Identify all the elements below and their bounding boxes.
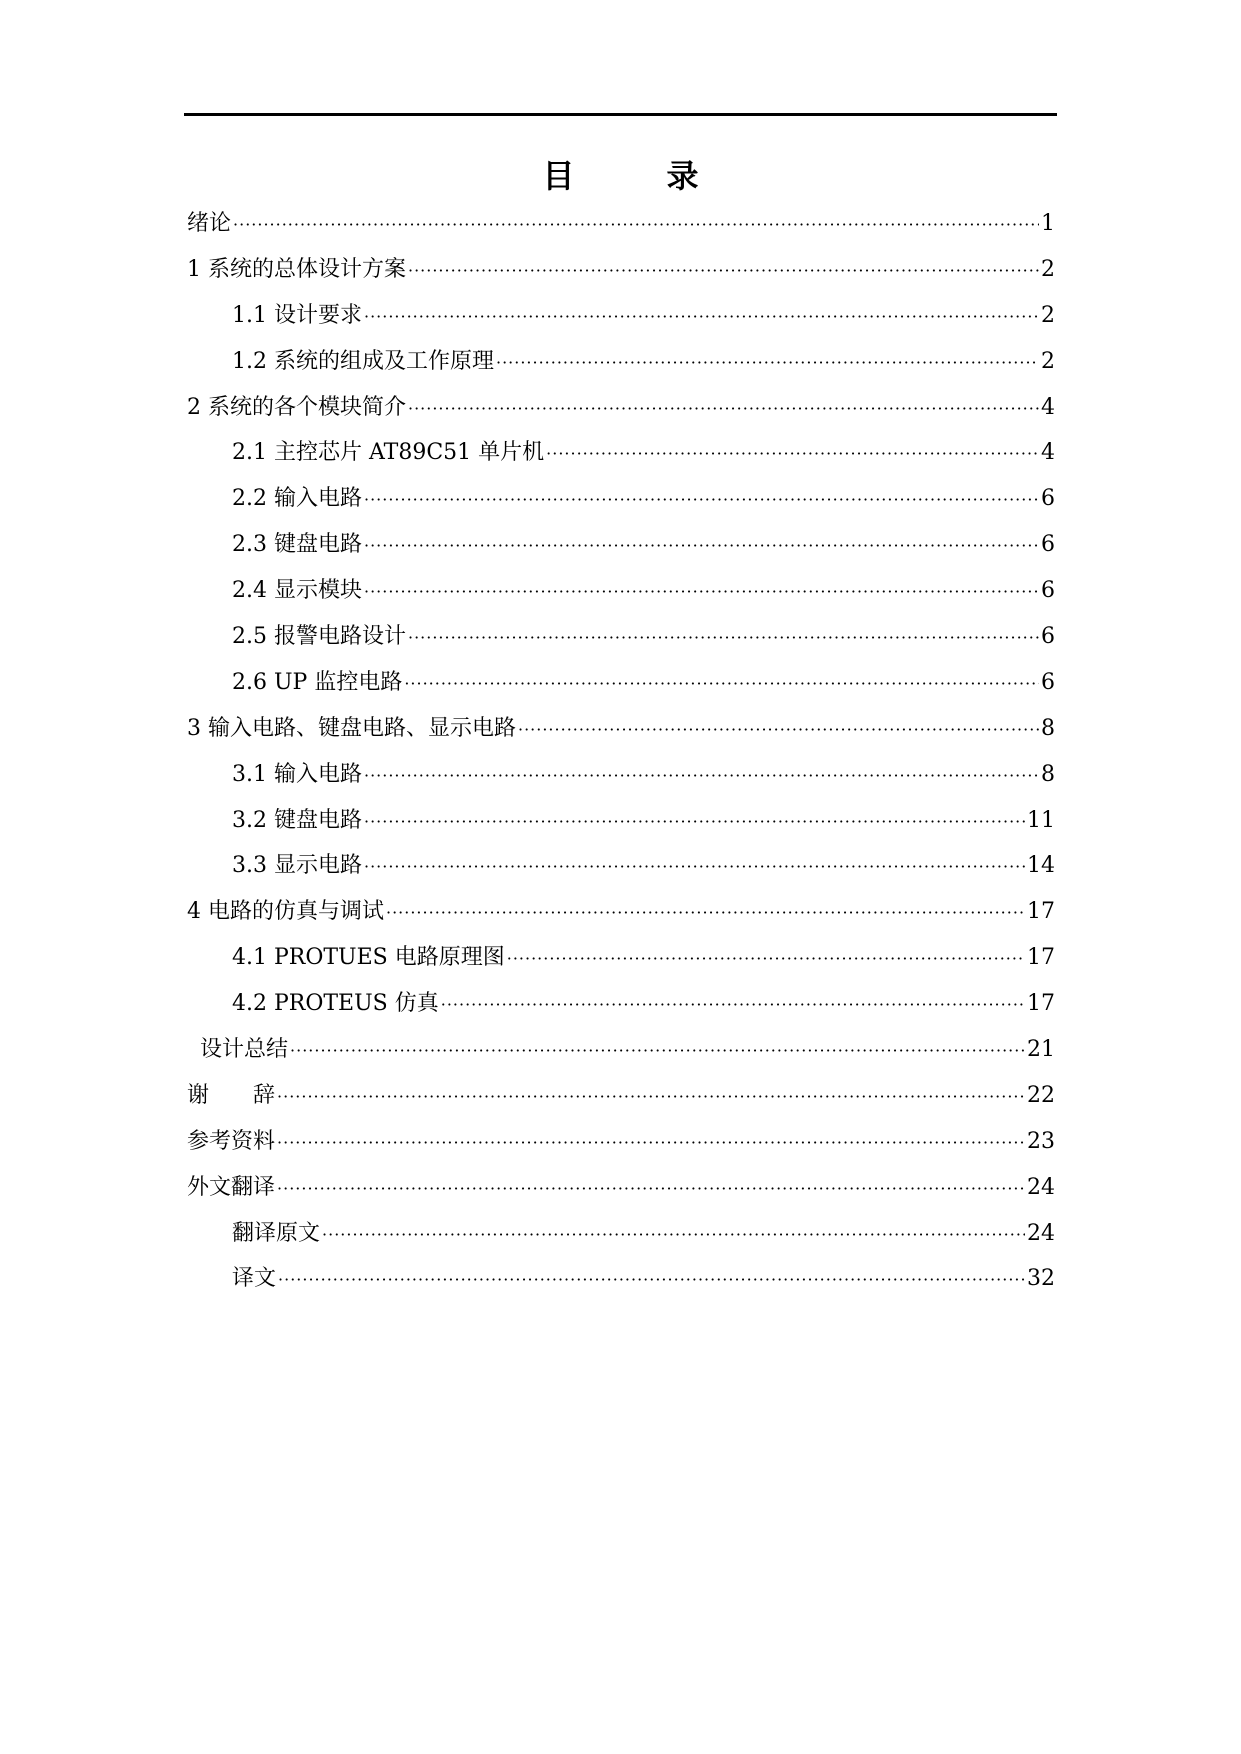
toc-leader-dots (278, 1257, 1025, 1303)
toc-entry[interactable] (187, 476, 1055, 522)
toc-entry-label: 2.3 键盘电路 (232, 532, 362, 558)
toc-entry-label: 外文翻译 (187, 1174, 276, 1200)
toc-leader-dots (518, 707, 1039, 753)
toc-entry-page: 22 (1027, 1082, 1055, 1108)
toc-entry[interactable] (187, 614, 1055, 660)
toc-entry-page: 6 (1041, 669, 1055, 695)
toc-leader-dots (408, 615, 1039, 661)
toc-entry-page: 11 (1027, 807, 1055, 833)
toc-entry[interactable] (187, 935, 1055, 981)
toc-entry-page: 17 (1027, 991, 1055, 1017)
toc-entry[interactable] (187, 568, 1055, 614)
toc-entry[interactable] (187, 752, 1055, 798)
toc-entry-page: 4 (1041, 440, 1055, 466)
header-rule (184, 113, 1057, 116)
toc-entry-page: 1 (1041, 211, 1055, 236)
toc-entry-label: 4.2 PROTEUS 仿真 (232, 991, 439, 1017)
toc-leader-dots (496, 340, 1039, 386)
toc-entry-page: 6 (1041, 624, 1055, 650)
toc-entry-page: 2 (1041, 348, 1055, 374)
toc-leader-dots (364, 569, 1039, 615)
toc-leader-dots (277, 1074, 1025, 1120)
toc-entry[interactable] (187, 843, 1055, 889)
toc-leader-dots (322, 1212, 1025, 1258)
toc-entry-page: 24 (1027, 1174, 1055, 1200)
toc-entry[interactable] (187, 339, 1055, 385)
toc-entry-label: 2.2 输入电路 (232, 486, 362, 512)
toc-entry[interactable] (187, 981, 1055, 1027)
toc-leader-dots (364, 844, 1025, 890)
toc-entry-label: 2.5 报警电路设计 (232, 624, 406, 650)
toc-leader-dots (277, 1166, 1025, 1212)
toc-leader-dots (277, 1120, 1025, 1166)
toc-entry[interactable] (187, 522, 1055, 568)
toc-entry-page: 6 (1041, 532, 1055, 558)
toc-entry-label: 3.1 输入电路 (232, 761, 362, 787)
toc-entry-label: 2.4 显示模块 (232, 578, 362, 604)
toc-entry-page: 8 (1041, 761, 1055, 787)
toc-leader-dots (364, 523, 1039, 569)
toc-entry-label: 1 系统的总体设计方案 (187, 256, 406, 282)
toc-leader-dots (233, 202, 1039, 248)
toc-entry-label: 3 输入电路、键盘电路、显示电路 (187, 715, 516, 741)
toc-entry-page: 6 (1041, 486, 1055, 512)
toc-entry[interactable] (187, 430, 1055, 476)
toc-entry[interactable] (187, 1119, 1055, 1165)
toc-entry[interactable] (187, 1073, 1055, 1119)
toc-leader-dots (364, 799, 1025, 845)
toc-leader-dots (408, 248, 1039, 294)
toc-entry-page: 17 (1027, 899, 1055, 925)
toc-entry[interactable] (187, 889, 1055, 935)
toc-leader-dots (507, 936, 1025, 982)
toc-leader-dots (364, 753, 1039, 799)
toc-leader-dots (364, 294, 1039, 340)
toc-entry-page: 8 (1041, 715, 1055, 741)
toc-entry-page: 14 (1027, 853, 1055, 879)
toc-entry[interactable] (187, 1256, 1055, 1302)
toc-entry-label: 谢 辞 (187, 1082, 276, 1108)
toc-leader-dots (408, 386, 1039, 432)
toc-leader-dots (364, 477, 1039, 523)
toc-entry-page: 32 (1027, 1266, 1055, 1292)
toc-entry-label: 2.1 主控芯片 AT89C51 单片机 (232, 440, 545, 466)
toc-entry-label: 参考资料 (187, 1128, 276, 1154)
toc-leader-dots (404, 661, 1039, 707)
toc-entry[interactable] (187, 660, 1055, 706)
toc-entry[interactable] (187, 293, 1055, 339)
toc-entry[interactable] (187, 1211, 1055, 1257)
toc-entry-label: 2 系统的各个模块简介 (187, 394, 406, 420)
toc-entry[interactable] (187, 706, 1055, 752)
toc-entry-page: 17 (1027, 945, 1055, 971)
toc-entry-page: 21 (1027, 1037, 1055, 1063)
toc-entry-label: 翻译原文 (232, 1220, 321, 1246)
toc-entry-page: 23 (1027, 1128, 1055, 1154)
toc-leader-dots (546, 431, 1039, 477)
toc-entry-page: 24 (1027, 1220, 1055, 1246)
toc-entry[interactable] (187, 1027, 1055, 1073)
toc-leader-dots (441, 982, 1025, 1028)
toc-leader-dots (386, 890, 1025, 936)
toc-entry-label: 1.2 系统的组成及工作原理 (232, 348, 494, 374)
toc-entry-label: 3.3 显示电路 (232, 853, 362, 879)
toc-entry-page: 4 (1041, 394, 1055, 420)
toc-entry-label: 译文 (232, 1266, 277, 1292)
toc-entry-label: 绪论 (187, 211, 232, 236)
toc-entry[interactable] (187, 798, 1055, 844)
toc-title: 目 录 (542, 157, 729, 195)
toc-leader-dots (290, 1028, 1025, 1074)
toc-entry-label: 设计总结 (200, 1037, 289, 1063)
toc-entry-label: 1.1 设计要求 (232, 302, 362, 328)
toc-list (187, 201, 1055, 1302)
toc-entry-label: 4 电路的仿真与调试 (187, 899, 384, 925)
toc-entry-label: 4.1 PROTUES 电路原理图 (232, 945, 505, 971)
toc-entry[interactable] (187, 247, 1055, 293)
toc-entry-page: 2 (1041, 256, 1055, 282)
toc-entry-page: 6 (1041, 578, 1055, 604)
toc-entry[interactable] (187, 201, 1055, 247)
toc-entry-page: 2 (1041, 302, 1055, 328)
toc-entry-label: 3.2 键盘电路 (232, 807, 362, 833)
toc-entry[interactable] (187, 1165, 1055, 1211)
toc-entry-label: 2.6 UP 监控电路 (232, 669, 403, 695)
toc-entry[interactable] (187, 385, 1055, 431)
